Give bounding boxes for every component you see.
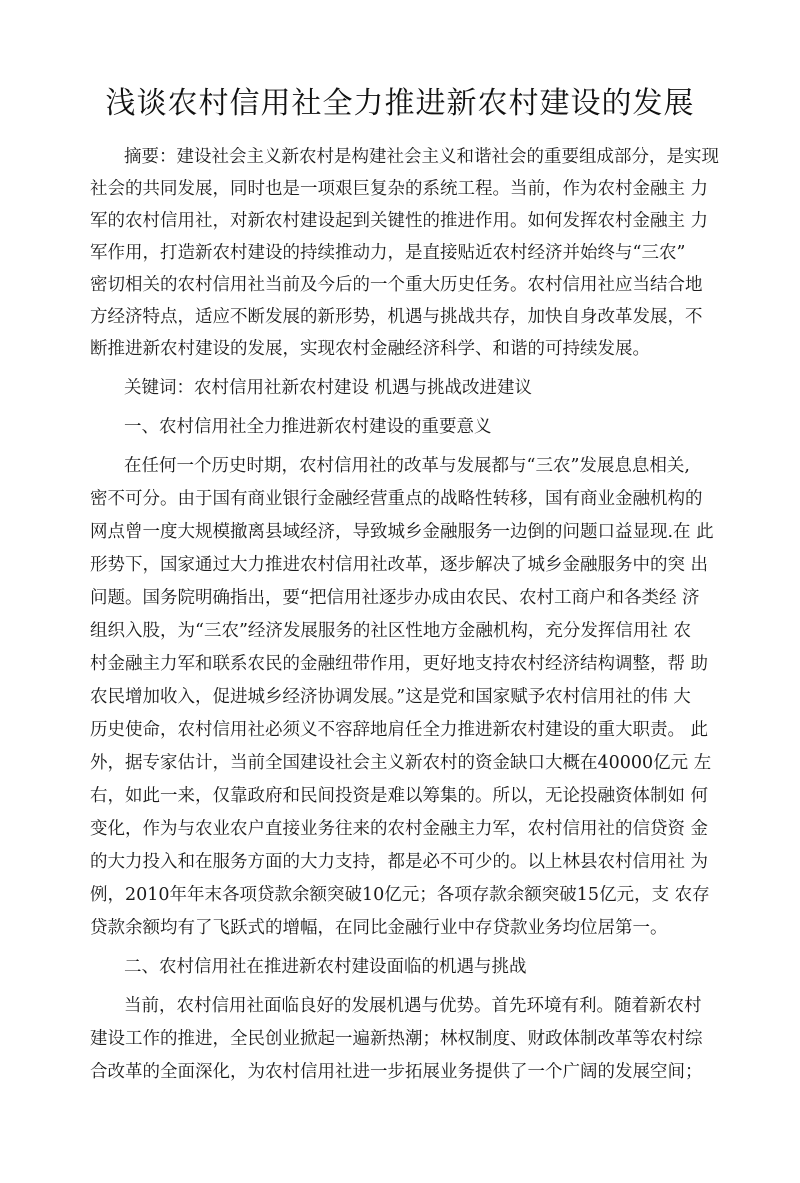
document-title: 浅谈农村信用社全力推进新农村建设的发展 xyxy=(105,86,695,121)
text-line: 右，如此一来，仅靠政府和民间投资是难以筹集的。所以，无论投融资体制如 何 xyxy=(90,786,709,806)
text-line: 断推进新农村建设的发展，实现农村金融经济科学、和谐的可持续发展。 xyxy=(90,339,650,359)
text-line: 历史使命，农村信用社必须义不容辞地肩任全力推进新农村建设的重大职责。 此 xyxy=(90,720,709,740)
text-line: 例，2010年年末各项贷款余额突破10亿元；各项存款余额突破15亿元，支 农存 xyxy=(90,885,710,905)
text-line: 当前，农村信用社面临良好的发展机遇与优势。首先环境有利。随着新农村 xyxy=(124,996,702,1016)
text-line: 在任何一个历史时期，农村信用社的改革与发展都与“三农”发展息息相关, xyxy=(124,456,690,476)
section-heading-2: 二、农村信用社在推进新农村建设面临的机遇与挑战 xyxy=(124,957,527,977)
text-line: 问题。国务院明确指出，要“把信用社逐步办成由农民、农村工商户和各类经 济 xyxy=(90,588,700,608)
text-line: 建设工作的推进，全民创业掀起一遍新热潮；林权制度、财政体制改革等农村综 xyxy=(90,1029,703,1049)
text-line: 村金融主力军和联系农民的金融纽带作用，更好地支持农村经济结构调整，帮 助 xyxy=(90,654,709,674)
text-line: 组织入股，为“三农”经济发展服务的社区性地方金融机构，充分发挥信用社 农 xyxy=(90,621,691,641)
text-line: 合改革的全面深化，为农村信用社进一步拓展业务提供了一个广阔的发展空间； xyxy=(90,1062,703,1082)
text-line: 军的农村信用社，对新农村建设起到关键性的推进作用。如何发挥农村金融主 力 xyxy=(90,211,709,231)
text-line: 的大力投入和在服务方面的大力支持，都是必不可少的。以上林县农村信用社 为 xyxy=(90,852,709,872)
text-line: 军作用，打造新农村建设的持续推动力，是直接贴近农村经济并始终与“三农” xyxy=(90,243,686,263)
text-line: 外，据专家估计，当前全国建设社会主义新农村的资金缺口大概在40000亿元 左 xyxy=(90,753,712,773)
keywords-line: 关键词：农村信用社新农村建设 机遇与挑战改进建议 xyxy=(124,378,533,398)
text-line: 密不可分。由于国有商业银行金融经营重点的战略性转移，国有商业金融机构的 xyxy=(90,489,703,509)
text-line: 农民增加收入，促进城乡经济协调发展。”这是党和国家赋予农村信用社的伟 大 xyxy=(90,687,691,707)
text-line: 摘要：建设社会主义新农村是构建社会主义和谐社会的重要组成部分，是实现 xyxy=(124,147,719,167)
text-line: 方经济特点，适应不断发展的新形势，机遇与挑战共存，加快自身改革发展，不 xyxy=(90,307,703,327)
text-line: 变化，作为与农业农户直接业务往来的农村金融主力军，农村信用社的信贷资 金 xyxy=(90,819,709,839)
text-line: 网点曾一度大规模撤离县域经济，导致城乡金融服务一边倒的问题口益显现.在 此 xyxy=(90,522,714,542)
text-line: 形势下，国家通过大力推进农村信用社改革，逐步解决了城乡金融服务中的突 出 xyxy=(90,555,709,575)
text-line: 密切相关的农村信用社当前及今后的一个重大历史任务。农村信用社应当结合地 xyxy=(90,275,703,295)
section-heading-1: 一、农村信用社全力推进新农村建设的重要意义 xyxy=(124,417,492,437)
text-line: 社会的共同发展，同时也是一项艰巨复杂的系统工程。当前，作为农村金融主 力 xyxy=(90,179,709,199)
text-line: 贷款余额均有了飞跃式的增幅，在同比金融行业中存贷款业务均位居第一。 xyxy=(90,918,668,938)
